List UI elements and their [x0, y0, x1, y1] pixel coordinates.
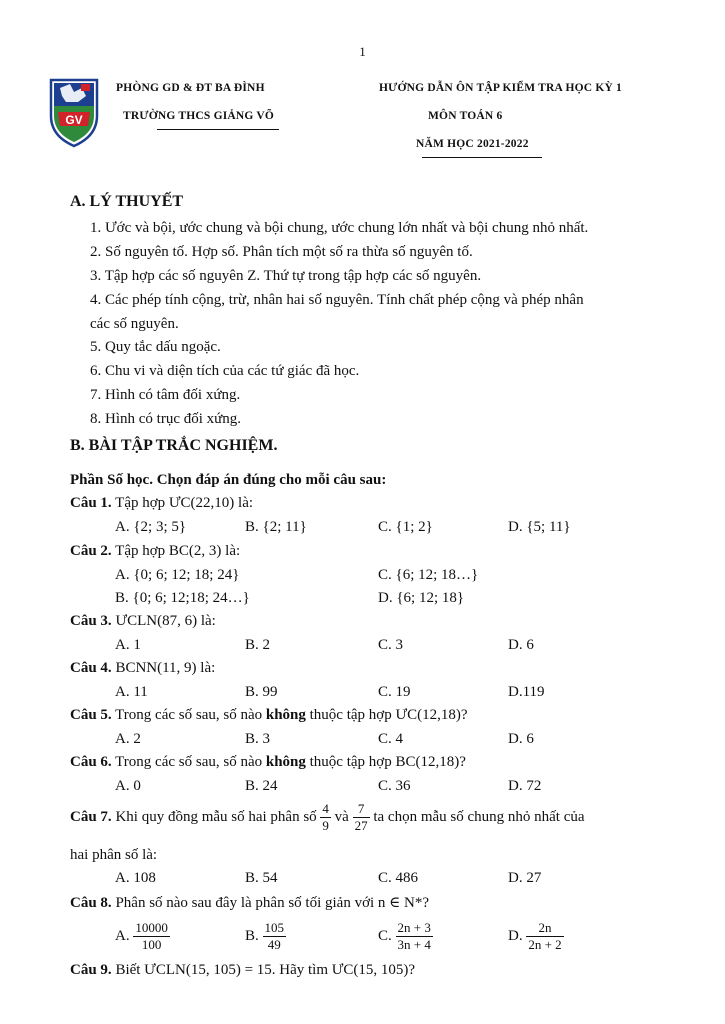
- fraction-denominator: 2n + 2: [528, 937, 562, 952]
- question-3: [70, 613, 216, 630]
- question-8: [70, 893, 429, 912]
- fraction: [320, 801, 331, 834]
- question-6: [70, 754, 466, 771]
- q7-option-b: B. 54: [245, 870, 278, 886]
- q2-option-a: A. {0; 6; 12; 18; 24}: [115, 567, 240, 583]
- question-text: Khi quy đồng mẫu số hai phân số: [111, 808, 321, 825]
- question-text: BCNN(11, 9) là:: [111, 660, 216, 676]
- q6-option-c: C. 36: [378, 778, 411, 794]
- fraction-numerator: 105: [264, 920, 285, 935]
- question-text: và: [330, 808, 353, 825]
- q4-option-c: C. 19: [378, 684, 411, 700]
- fraction: [526, 920, 563, 953]
- theory-item: 2. Số nguyên tố. Hợp số. Phân tích một số ra thừa số nguyên tố.: [90, 244, 473, 260]
- question-9: [70, 962, 415, 979]
- school-logo-text: GV: [65, 113, 83, 127]
- fraction: [396, 920, 433, 953]
- question-text: Phân số nào sau đây là phân số tối giản với n ∈ N*?: [111, 895, 430, 911]
- q4-option-d: D.119: [508, 684, 545, 700]
- fraction: [353, 801, 370, 834]
- q5-option-d: D. 6: [508, 731, 534, 747]
- q2-option-c: C. {6; 12; 18…}: [378, 567, 479, 583]
- q6-option-a: A. 0: [115, 778, 141, 794]
- header-year-underline: [422, 157, 542, 158]
- option-label: D.: [508, 927, 523, 944]
- q1-option-a: A. {2; 3; 5}: [115, 519, 187, 535]
- q6-option-b: B. 24: [245, 778, 278, 794]
- fraction-denominator: 49: [263, 936, 287, 953]
- theory-item: 5. Quy tắc dấu ngoặc.: [90, 339, 221, 355]
- q7-option-a: A. 108: [115, 870, 156, 886]
- fraction-denominator: 100: [133, 936, 170, 953]
- question-text: Tập hợp ƯC(22,10) là:: [111, 495, 254, 511]
- question-emphasis: không: [265, 754, 306, 770]
- theory-item: 3. Tập hợp các số nguyên Z. Thứ tự trong tập hợp các số nguyên.: [90, 268, 482, 284]
- header-title: HƯỚNG DẪN ÔN TẬP KIỂM TRA HỌC KỲ 1: [379, 82, 622, 94]
- q3-option-c: C. 3: [378, 637, 404, 653]
- header-department: PHÒNG GD & ĐT BA ĐÌNH: [116, 82, 265, 94]
- part-title: Phần Số học. Chọn đáp án đúng cho mỗi câu sau:: [70, 472, 387, 488]
- question-7: [70, 801, 585, 834]
- fraction-denominator: 27: [354, 818, 368, 833]
- fraction: [133, 920, 170, 953]
- option-label: B.: [245, 927, 259, 944]
- theory-item: 7. Hình có tâm đối xứng.: [90, 387, 241, 403]
- option-label: C.: [378, 927, 392, 944]
- header-school: TRƯỜNG THCS GIẢNG VÕ: [123, 110, 275, 122]
- question-text: ta chọn mẫu số chung nhỏ nhất của: [369, 808, 585, 825]
- q1-option-d: D. {5; 11}: [508, 519, 571, 535]
- question-text: ƯCLN(87, 6) là:: [111, 613, 216, 629]
- question-text: Trong các số sau, số nào: [111, 707, 266, 723]
- theory-item: 1. Ước và bội, ước chung và bội chung, ước chung lớn nhất và bội chung nhỏ nhất.: [90, 220, 589, 236]
- q1-option-c: C. {1; 2}: [378, 519, 433, 535]
- q6-option-d: D. 72: [508, 778, 542, 794]
- q3-option-b: B. 2: [245, 637, 271, 653]
- q1-option-b: B. {2; 11}: [245, 519, 307, 535]
- fraction-numerator: 2n + 3: [397, 920, 431, 935]
- question-1: [70, 495, 253, 512]
- question-5: [70, 707, 468, 724]
- q8-option-d: [508, 920, 564, 953]
- q5-option-a: A. 2: [115, 731, 141, 747]
- question-text: thuộc tập hợp BC(12,18)?: [305, 754, 466, 770]
- question-text: thuộc tập hợp ƯC(12,18)?: [305, 707, 468, 723]
- question-label: Câu 5.: [70, 707, 112, 723]
- question-4: [70, 660, 215, 677]
- q7-option-d: D. 27: [508, 870, 542, 886]
- question-text: Trong các số sau, số nào: [111, 754, 266, 770]
- theory-item: 6. Chu vi và diện tích của các tứ giác đã học.: [90, 363, 360, 379]
- q2-option-b: B. {0; 6; 12;18; 24…}: [115, 590, 250, 606]
- q8-option-a: [115, 920, 170, 953]
- question-label: Câu 1.: [70, 495, 112, 511]
- question-text: Tập hợp BC(2, 3) là:: [111, 543, 241, 559]
- section-a-title: A. LÝ THUYẾT: [70, 193, 184, 210]
- q8-option-c: [378, 920, 433, 953]
- fraction-numerator: 10000: [135, 920, 168, 935]
- question-emphasis: không: [265, 707, 306, 723]
- fraction-denominator: 3n + 4: [397, 937, 431, 952]
- theory-item: 8. Hình có trục đối xứng.: [90, 411, 242, 427]
- question-text: Biết ƯCLN(15, 105) = 15. Hãy tìm ƯC(15, 105)?: [111, 962, 416, 978]
- fraction: [263, 920, 287, 953]
- option-label: A.: [115, 927, 130, 944]
- question-label: Câu 2.: [70, 543, 112, 559]
- section-b-title: B. BÀI TẬP TRẮC NGHIỆM.: [70, 437, 278, 454]
- question-label: Câu 9.: [70, 962, 112, 978]
- fraction-numerator: 7: [357, 801, 365, 816]
- q5-option-b: B. 3: [245, 731, 271, 747]
- q7-option-c: C. 486: [378, 870, 419, 886]
- header-subject: MÔN TOÁN 6: [428, 110, 503, 122]
- question-label: Câu 6.: [70, 754, 112, 770]
- school-logo-shield-icon: [48, 76, 100, 148]
- theory-item: 4. Các phép tính cộng, trừ, nhân hai số nguyên. Tính chất phép cộng và phép nhân: [90, 292, 584, 308]
- page-number: 1: [359, 44, 366, 59]
- q3-option-d: D. 6: [508, 637, 534, 653]
- header-school-year: NĂM HỌC 2021-2022: [416, 138, 529, 150]
- question-label: Câu 8.: [70, 895, 112, 911]
- question-7-continued: hai phân số là:: [70, 847, 158, 863]
- q4-option-a: A. 11: [115, 684, 148, 700]
- fraction-numerator: 4: [322, 801, 329, 816]
- question-label: Câu 4.: [70, 660, 112, 676]
- q4-option-b: B. 99: [245, 684, 278, 700]
- theory-item: các số nguyên.: [90, 316, 179, 332]
- question-label: Câu 3.: [70, 613, 112, 629]
- q2-option-d: D. {6; 12; 18}: [378, 590, 465, 606]
- q5-option-c: C. 4: [378, 731, 404, 747]
- fraction-denominator: 9: [322, 818, 329, 833]
- fraction-numerator: 2n: [538, 920, 552, 935]
- question-label: Câu 7.: [70, 808, 112, 825]
- school-logo: [48, 76, 100, 148]
- q3-option-a: A. 1: [115, 637, 141, 653]
- question-2: [70, 543, 240, 560]
- q8-option-b: [245, 920, 286, 953]
- header-school-underline: [157, 129, 279, 130]
